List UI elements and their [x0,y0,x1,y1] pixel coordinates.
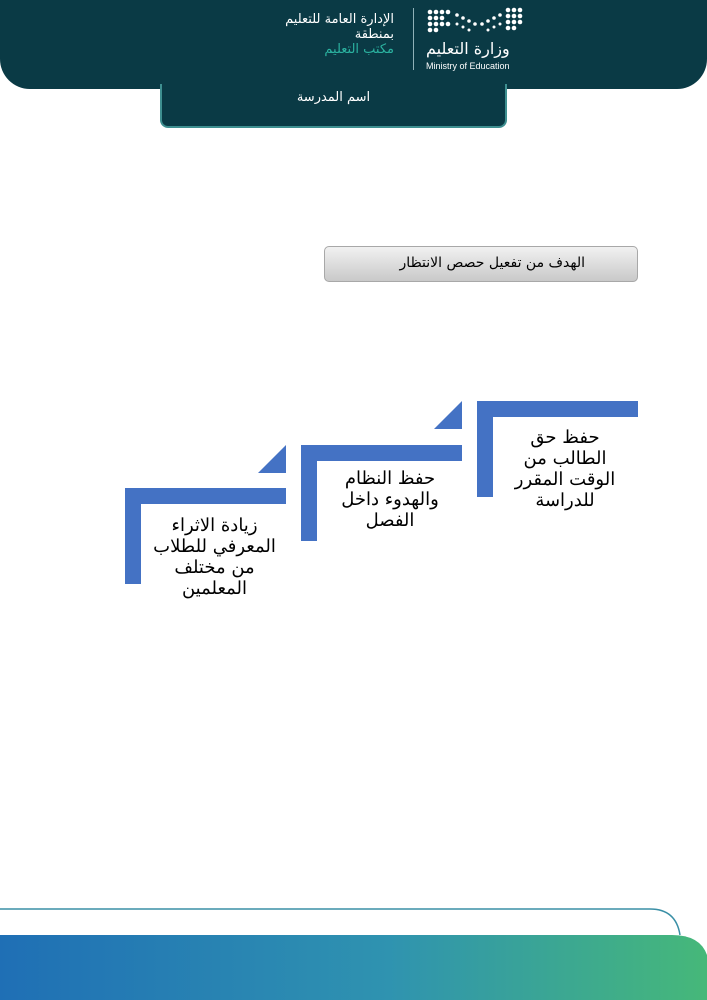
step-2-line-1: حفظ النظام [344,468,436,489]
step-1-line-3: الوقت المقرر [514,469,616,490]
footer-outline [0,909,680,935]
step-1-line-4: للدراسة [535,490,595,511]
step-3-line-4: المعلمين [181,578,248,599]
footer-banner [0,905,707,1000]
header-line-3: مكتب التعليم [324,42,394,57]
step-2-text [320,468,460,531]
step-3-line-1: زيادة الاثراء [171,515,258,536]
step-2-line-3: الفصل [365,510,415,531]
goal-title: الهدف من تفعيل حصص الانتظار [399,255,585,271]
header-line-2: بمنطقة [354,27,394,42]
step-1-text [500,427,630,511]
ministry-name-arabic: وزارة التعليم [426,39,510,58]
step-3-line-2: المعرفي للطلاب [153,536,276,557]
step-1-line-2: الطالب من [523,448,607,469]
step-3-line-3: من مختلف [174,557,255,578]
step-3-text [142,515,287,599]
step-1-line-1: حفظ حق [530,427,600,448]
header-line-1: الإدارة العامة للتعليم [285,12,394,27]
school-name-label: اسم المدرسة [296,90,371,105]
step-2-line-2: والهدوء داخل [341,489,439,510]
footer-fill [0,935,707,1000]
ministry-name-english: Ministry of Education [426,61,510,71]
